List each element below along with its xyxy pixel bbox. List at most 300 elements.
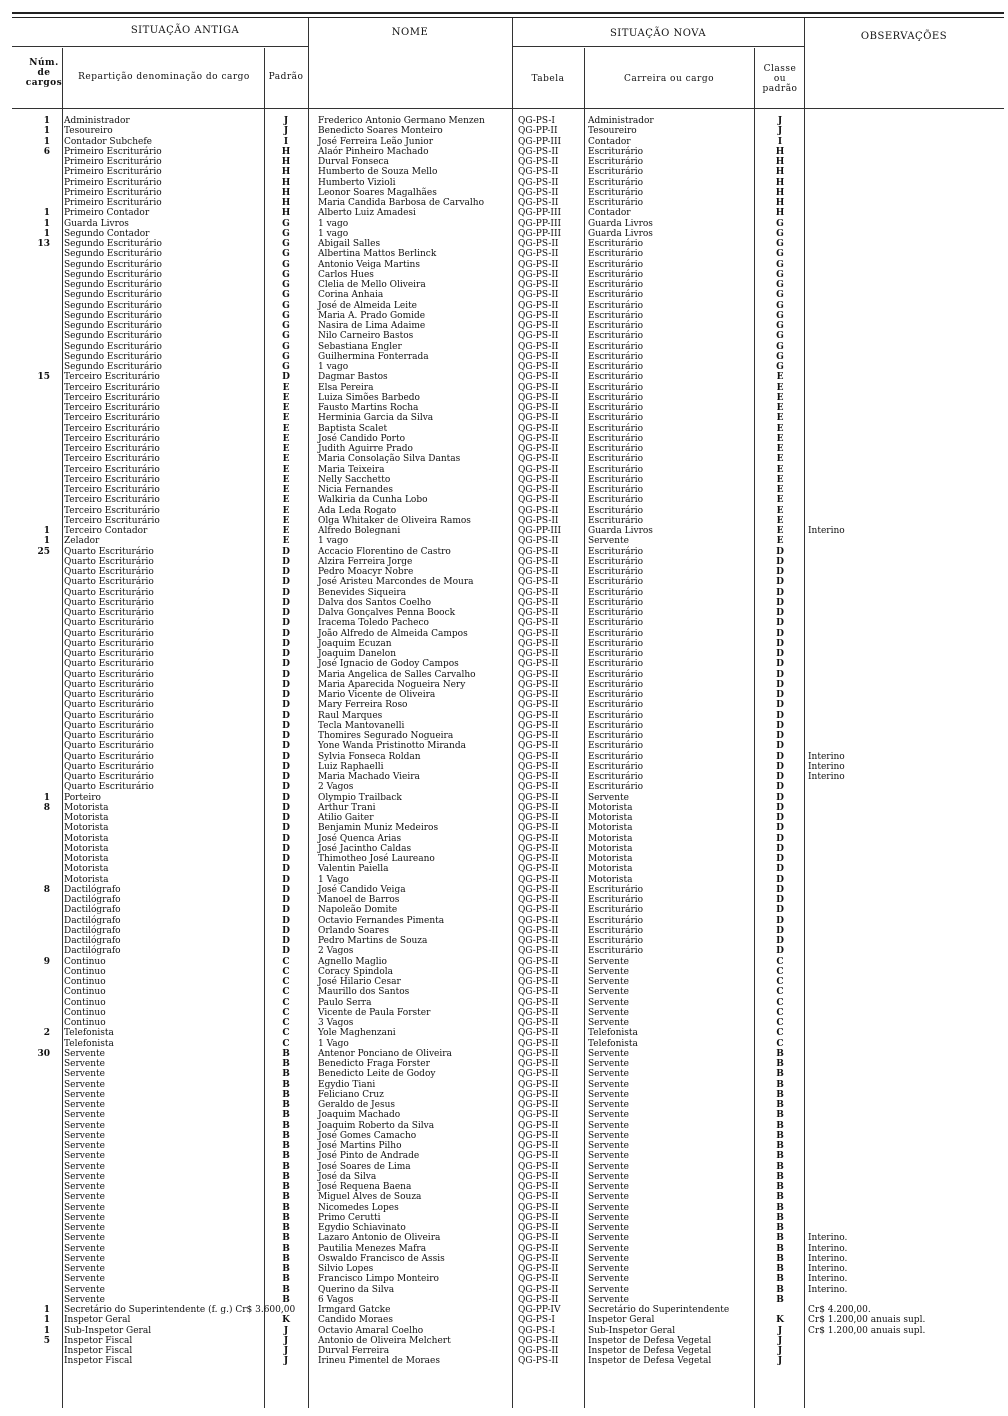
cell-padrao: G: [282, 300, 290, 311]
cell-tabela: QG-PS-II: [518, 1048, 559, 1059]
cell-tabela: QG-PS-II: [518, 741, 559, 752]
cell-nome: Dalva dos Santos Coelho: [318, 597, 431, 608]
table-row: [0, 1326, 1008, 1336]
cell-reparticao: Terceiro Escriturário: [64, 454, 160, 465]
cell-classe: E: [776, 464, 784, 475]
cell-classe: D: [776, 833, 784, 844]
cell-padrao: B: [282, 1059, 290, 1069]
table-row: [0, 219, 1008, 229]
header-sep-nova: [512, 46, 804, 47]
cell-tabela: QG-PS-II: [518, 690, 559, 700]
header-bottom-rule: [12, 108, 1004, 109]
cell-nome: José Ignacio de Godoy Campos: [318, 659, 459, 670]
table-row: [0, 803, 1008, 813]
cell-reparticao: Motorista: [64, 874, 109, 885]
cell-reparticao: Tesoureiro: [64, 126, 113, 137]
cell-tabela: QG-PS-II: [518, 772, 559, 782]
cell-observacoes: Interino: [808, 761, 845, 772]
cell-padrao: D: [282, 802, 290, 813]
cell-classe: B: [776, 1059, 784, 1069]
cell-nome: 1 vago: [318, 536, 349, 547]
cell-tabela: QG-PS-II: [518, 1038, 559, 1049]
cell-tabela: QG-PS-II: [518, 1182, 559, 1192]
cell-carreira: Servente: [588, 1141, 629, 1151]
cell-observacoes: Interino: [808, 772, 845, 782]
cell-nome: Benevides Siqueira: [318, 587, 407, 598]
cell-tabela: QG-PS-II: [518, 1130, 559, 1141]
cell-carreira: Escriturário: [588, 772, 644, 782]
cell-reparticao: Segundo Escriturário: [64, 290, 162, 301]
cell-num-cargos: 8: [43, 802, 50, 813]
cell-padrao: B: [282, 1223, 290, 1233]
cell-reparticao: Telefonista: [64, 1028, 114, 1039]
header-sep-antiga: [12, 46, 308, 47]
cell-reparticao: Segundo Escriturário: [64, 269, 162, 280]
cell-carreira: Servente: [588, 1264, 629, 1274]
cell-padrao: D: [282, 659, 290, 670]
cell-classe: G: [776, 228, 784, 239]
cell-reparticao: Terceiro Escriturário: [64, 485, 160, 495]
cell-tabela: QG-PS-II: [518, 259, 559, 270]
cell-tabela: QG-PS-II: [518, 1007, 559, 1018]
cell-tabela: QG-PS-II: [518, 1141, 559, 1151]
cell-classe: B: [776, 1120, 784, 1131]
cell-reparticao: Primeiro Escriturário: [64, 198, 162, 208]
cell-nome: Alaór Pinheiro Machado: [318, 146, 429, 157]
cell-reparticao: Quarto Escriturário: [64, 608, 154, 618]
cell-nome: Maria Teixeira: [318, 464, 385, 475]
cell-padrao: D: [282, 884, 290, 895]
cell-reparticao: Quarto Escriturário: [64, 772, 154, 782]
table-row: [0, 793, 1008, 803]
cell-classe: G: [776, 280, 784, 290]
cell-reparticao: Quarto Escriturário: [64, 741, 154, 752]
cell-classe: G: [776, 341, 784, 352]
table-row: [0, 1028, 1008, 1038]
cell-tabela: QG-PS-II: [518, 669, 559, 680]
cell-nome: José Soares de Lima: [318, 1161, 411, 1172]
cell-nome: 1 vago: [318, 218, 349, 229]
cell-reparticao: Servente: [64, 1089, 105, 1100]
cell-carreira: Servente: [588, 1171, 629, 1182]
cell-tabela: QG-PS-II: [518, 454, 559, 465]
cell-reparticao: Servente: [64, 1120, 105, 1131]
cell-padrao: G: [282, 239, 290, 249]
cell-num-cargos: 2: [43, 1028, 50, 1039]
header-reparticao: Repartição denominação do cargo: [78, 72, 250, 82]
cell-classe: H: [775, 198, 785, 208]
cell-nome: Albertina Mattos Berlinck: [318, 249, 437, 260]
cell-carreira: Escriturário: [588, 444, 644, 454]
cell-classe: D: [776, 690, 784, 700]
cell-carreira: Escriturário: [588, 679, 644, 690]
cell-padrao: G: [282, 280, 290, 290]
cell-tabela: QG-PS-II: [518, 1202, 559, 1213]
cell-tabela: QG-PS-II: [518, 597, 559, 608]
cell-carreira: Guarda Livros: [588, 228, 653, 239]
cell-nome: Sebastiana Engler: [318, 341, 402, 352]
cell-carreira: Escriturário: [588, 546, 644, 557]
cell-classe: G: [776, 351, 784, 362]
cell-tabela: QG-PS-II: [518, 464, 559, 475]
cell-padrao: E: [282, 515, 290, 526]
cell-nome: Irmgard Gatcke: [318, 1305, 391, 1315]
cell-padrao: B: [282, 1120, 290, 1131]
table-row: [0, 1233, 1008, 1243]
cell-reparticao: Segundo Escriturário: [64, 239, 162, 249]
cell-padrao: D: [282, 813, 290, 823]
cell-carreira: Escriturário: [588, 649, 644, 659]
cell-reparticao: Quarto Escriturário: [64, 669, 154, 680]
cell-padrao: D: [282, 567, 290, 577]
header-situacao-antiga: SITUAÇÃO ANTIGA: [130, 25, 240, 36]
table-row: [0, 352, 1008, 362]
cell-classe: C: [776, 1038, 784, 1049]
table-row: [0, 506, 1008, 516]
table-row: [0, 639, 1008, 649]
cell-carreira: Escriturário: [588, 587, 644, 598]
cell-classe: J: [777, 1356, 783, 1367]
cell-classe: J: [777, 1346, 783, 1356]
cell-padrao: E: [282, 536, 290, 547]
cell-reparticao: Dactilógrafo: [64, 915, 121, 926]
cell-padrao: D: [282, 854, 290, 864]
table-row: [0, 147, 1008, 157]
cell-nome: Arthur Trani: [318, 802, 376, 813]
cell-tabela: QG-PS-II: [518, 423, 559, 434]
cell-classe: D: [776, 772, 784, 782]
cell-reparticao: Continuo: [64, 1007, 106, 1018]
cell-carreira: Motorista: [588, 874, 633, 885]
table-row: [0, 659, 1008, 669]
cell-padrao: G: [282, 362, 290, 372]
cell-padrao: H: [281, 146, 291, 157]
cell-padrao: D: [282, 731, 290, 741]
table-row: [0, 526, 1008, 536]
cell-reparticao: Servente: [64, 1151, 105, 1162]
cell-carreira: Servente: [588, 1233, 629, 1244]
cell-carreira: Servente: [588, 966, 629, 977]
table-row: [0, 1285, 1008, 1295]
cell-carreira: Escriturário: [588, 618, 644, 629]
cell-nome: Pautilia Menezes Mafra: [318, 1243, 427, 1254]
cell-nome: Egydio Tiani: [318, 1079, 376, 1090]
table-row: [0, 690, 1008, 700]
cell-tabela: QG-PS-I: [518, 1325, 555, 1336]
table-row: [0, 885, 1008, 895]
cell-tabela: QG-PS-II: [518, 331, 559, 342]
cell-carreira: Servente: [588, 1048, 629, 1059]
cell-observacoes: Interino.: [808, 1233, 848, 1244]
cell-reparticao: Servente: [64, 1171, 105, 1182]
cell-padrao: B: [282, 1079, 290, 1090]
cell-nome: Carlos Hues: [318, 269, 374, 280]
cell-padrao: D: [282, 597, 290, 608]
cell-carreira: Escriturário: [588, 720, 644, 731]
table-row: [0, 967, 1008, 977]
table-row: [0, 670, 1008, 680]
cell-classe: H: [775, 146, 785, 157]
cell-carreira: Escriturário: [588, 341, 644, 352]
cell-tabela: QG-PS-II: [518, 157, 559, 167]
cell-tabela: QG-PS-II: [518, 731, 559, 741]
cell-tabela: QG-PS-II: [518, 628, 559, 639]
cell-padrao: E: [282, 505, 290, 516]
cell-classe: B: [776, 1048, 784, 1059]
cell-reparticao: Terceiro Escriturário: [64, 372, 160, 383]
cell-reparticao: Terceiro Escriturário: [64, 433, 160, 444]
cell-classe: D: [776, 577, 784, 588]
table-row: [0, 1090, 1008, 1100]
cell-tabela: QG-PS-II: [518, 618, 559, 629]
table-row: [0, 321, 1008, 331]
cell-classe: E: [776, 515, 784, 526]
cell-padrao: D: [282, 833, 290, 844]
cell-tabela: QG-PS-II: [518, 290, 559, 301]
cell-reparticao: Segundo Escriturário: [64, 321, 162, 331]
cell-reparticao: Motorista: [64, 843, 109, 854]
header-tabela: Tabela: [531, 74, 565, 84]
cell-carreira: Escriturário: [588, 290, 644, 301]
cell-num-cargos: 30: [37, 1048, 50, 1059]
cell-tabela: QG-PS-II: [518, 403, 559, 413]
cell-reparticao: Segundo Escriturário: [64, 362, 162, 372]
cell-num-cargos: 1: [43, 1305, 50, 1315]
cell-carreira: Escriturário: [588, 946, 644, 957]
cell-padrao: G: [282, 228, 290, 239]
cell-padrao: D: [282, 710, 290, 721]
cell-tabela: QG-PS-II: [518, 269, 559, 280]
cell-carreira: Escriturário: [588, 382, 644, 393]
table-row: [0, 1346, 1008, 1356]
cell-padrao: D: [282, 782, 290, 793]
cell-tabela: QG-PP-II: [518, 126, 558, 137]
cell-tabela: QG-PS-II: [518, 587, 559, 598]
cell-nome: Irineu Pimentel de Moraes: [318, 1356, 440, 1367]
cell-reparticao: Servente: [64, 1294, 105, 1305]
table-row: [0, 239, 1008, 249]
cell-reparticao: Quarto Escriturário: [64, 628, 154, 639]
table-row: [0, 434, 1008, 444]
cell-reparticao: Segundo Escriturário: [64, 249, 162, 260]
cell-reparticao: Motorista: [64, 823, 109, 834]
cell-nome: Alberto Luiz Amadesi: [318, 208, 416, 219]
cell-carreira: Servente: [588, 1007, 629, 1018]
cell-reparticao: Primeiro Escriturário: [64, 157, 162, 167]
cell-reparticao: Primeiro Escriturário: [64, 187, 162, 198]
cell-classe: E: [776, 474, 784, 485]
cell-classe: G: [776, 249, 784, 260]
cell-nome: Joaquim Danelon: [318, 649, 397, 659]
cell-padrao: D: [282, 618, 290, 629]
cell-carreira: Motorista: [588, 802, 633, 813]
cell-tabela: QG-PS-II: [518, 300, 559, 311]
cell-reparticao: Continuo: [64, 956, 106, 967]
cell-tabela: QG-PS-II: [518, 249, 559, 260]
cell-tabela: QG-PS-II: [518, 556, 559, 567]
cell-padrao: G: [282, 249, 290, 260]
cell-classe: G: [776, 362, 784, 372]
cell-reparticao: Terceiro Escriturário: [64, 464, 160, 475]
cell-reparticao: Continuo: [64, 1018, 106, 1028]
cell-carreira: Escriturário: [588, 485, 644, 495]
cell-tabela: QG-PS-II: [518, 1212, 559, 1223]
table-row: [0, 157, 1008, 167]
cell-reparticao: Quarto Escriturário: [64, 679, 154, 690]
cell-carreira: Escriturário: [588, 690, 644, 700]
cell-nome: Abigail Salles: [318, 239, 381, 249]
cell-num-cargos: 13: [37, 239, 50, 249]
cell-tabela: QG-PS-II: [518, 177, 559, 188]
table-row: [0, 495, 1008, 505]
cell-classe: B: [776, 1202, 784, 1213]
cell-classe: G: [776, 269, 784, 280]
header-padrao: Padrão: [268, 72, 304, 82]
cell-nome: Accacio Florentino de Castro: [318, 546, 451, 557]
cell-carreira: Escriturário: [588, 433, 644, 444]
cell-classe: D: [776, 823, 784, 834]
cell-reparticao: Terceiro Escriturário: [64, 382, 160, 393]
cell-reparticao: Quarto Escriturário: [64, 638, 154, 649]
table-row: [0, 987, 1008, 997]
table-row: [0, 1315, 1008, 1325]
cell-padrao: J: [283, 1346, 289, 1356]
cell-carreira: Servente: [588, 956, 629, 967]
cell-padrao: H: [281, 157, 291, 167]
cell-padrao: G: [282, 259, 290, 270]
cell-carreira: Escriturário: [588, 321, 644, 331]
cell-padrao: G: [282, 310, 290, 321]
cell-tabela: QG-PS-II: [518, 946, 559, 957]
cell-classe: C: [776, 956, 784, 967]
table-row: [0, 290, 1008, 300]
cell-reparticao: Quarto Escriturário: [64, 731, 154, 741]
cell-reparticao: Continuo: [64, 987, 106, 998]
cell-tabela: QG-PS-II: [518, 802, 559, 813]
cell-padrao: D: [282, 638, 290, 649]
cell-padrao: D: [282, 556, 290, 567]
cell-nome: Miguel Alves de Souza: [318, 1192, 422, 1203]
cell-carreira: Escriturário: [588, 249, 644, 260]
cell-padrao: D: [282, 915, 290, 926]
table-row: [0, 577, 1008, 587]
table-row: [0, 762, 1008, 772]
cell-classe: H: [775, 167, 785, 178]
cell-classe: D: [776, 843, 784, 854]
cell-padrao: D: [282, 608, 290, 618]
cell-carreira: Guarda Livros: [588, 526, 653, 536]
table-row: [0, 188, 1008, 198]
cell-padrao: J: [283, 126, 289, 137]
cell-nome: 1 vago: [318, 228, 349, 239]
cell-tabela: QG-PS-II: [518, 710, 559, 721]
cell-tabela: QG-PS-II: [518, 608, 559, 618]
cell-classe: D: [776, 761, 784, 772]
cell-carreira: Escriturário: [588, 751, 644, 762]
cell-padrao: J: [283, 1356, 289, 1367]
cell-padrao: C: [282, 997, 290, 1008]
cell-carreira: Servente: [588, 1120, 629, 1131]
cell-classe: B: [776, 1089, 784, 1100]
cell-classe: E: [776, 372, 784, 383]
cell-reparticao: Servente: [64, 1253, 105, 1264]
cell-tabela: QG-PS-II: [518, 1274, 559, 1285]
cell-padrao: G: [282, 290, 290, 301]
header-nome: NOME: [391, 27, 429, 38]
cell-carreira: Servente: [588, 1018, 629, 1028]
cell-padrao: D: [282, 720, 290, 731]
cell-carreira: Servente: [588, 1192, 629, 1203]
cell-nome: Coracy Spindola: [318, 966, 393, 977]
cell-tabela: QG-PS-II: [518, 1264, 559, 1274]
cell-nome: 3 Vagos: [318, 1018, 354, 1028]
cell-tabela: QG-PS-II: [518, 433, 559, 444]
cell-carreira: Servente: [588, 1212, 629, 1223]
cell-num-cargos: 1: [43, 792, 50, 803]
cell-classe: J: [777, 1335, 783, 1346]
cell-carreira: Servente: [588, 987, 629, 998]
cell-carreira: Servente: [588, 1182, 629, 1192]
table-row: [0, 362, 1008, 372]
cell-padrao: D: [282, 628, 290, 639]
cell-reparticao: Continuo: [64, 977, 106, 987]
cell-classe: D: [776, 946, 784, 957]
cell-padrao: C: [282, 1028, 290, 1039]
cell-padrao: D: [282, 874, 290, 885]
cell-tabela: QG-PS-II: [518, 382, 559, 393]
cell-nome: Agnello Maglio: [318, 956, 387, 967]
table-row: [0, 1264, 1008, 1274]
cell-classe: H: [775, 157, 785, 167]
cell-padrao: E: [282, 382, 290, 393]
cell-tabela: QG-PS-II: [518, 413, 559, 424]
cell-carreira: Servente: [588, 1253, 629, 1264]
cell-nome: Querino da Silva: [318, 1284, 395, 1295]
cell-carreira: Escriturário: [588, 259, 644, 270]
cell-padrao: B: [282, 1212, 290, 1223]
cell-padrao: C: [282, 977, 290, 987]
cell-carreira: Escriturário: [588, 515, 644, 526]
cell-reparticao: Quarto Escriturário: [64, 567, 154, 577]
cell-padrao: J: [283, 116, 289, 126]
cell-reparticao: Quarto Escriturário: [64, 659, 154, 670]
table-row: [0, 413, 1008, 423]
cell-classe: E: [776, 413, 784, 424]
cell-nome: José da Silva: [318, 1171, 377, 1182]
cell-padrao: J: [283, 1325, 289, 1336]
cell-reparticao: Terceiro Escriturário: [64, 515, 160, 526]
cell-classe: G: [776, 259, 784, 270]
table-row: [0, 905, 1008, 915]
cell-reparticao: Servente: [64, 1284, 105, 1295]
table-row: [0, 137, 1008, 147]
cell-nome: Valentin Paiella: [318, 864, 389, 875]
top-rule-thin: [12, 17, 1004, 18]
table-row: [0, 711, 1008, 721]
cell-nome: José Candido Porto: [318, 433, 406, 444]
header-observacoes: OBSERVAÇÕES: [860, 31, 948, 42]
cell-num-cargos: 15: [37, 372, 50, 383]
cell-tabela: QG-PS-II: [518, 1346, 559, 1356]
cell-reparticao: Inspetor Fiscal: [64, 1335, 133, 1346]
cell-tabela: QG-PS-II: [518, 987, 559, 998]
cell-nome: Humberto Vizioli: [318, 177, 396, 188]
cell-classe: D: [776, 854, 784, 864]
cell-carreira: Servente: [588, 997, 629, 1008]
cell-nome: Nicia Fernandes: [318, 485, 393, 495]
cell-nome: Sylvia Fonseca Roldan: [318, 751, 421, 762]
cell-reparticao: Servente: [64, 1243, 105, 1254]
